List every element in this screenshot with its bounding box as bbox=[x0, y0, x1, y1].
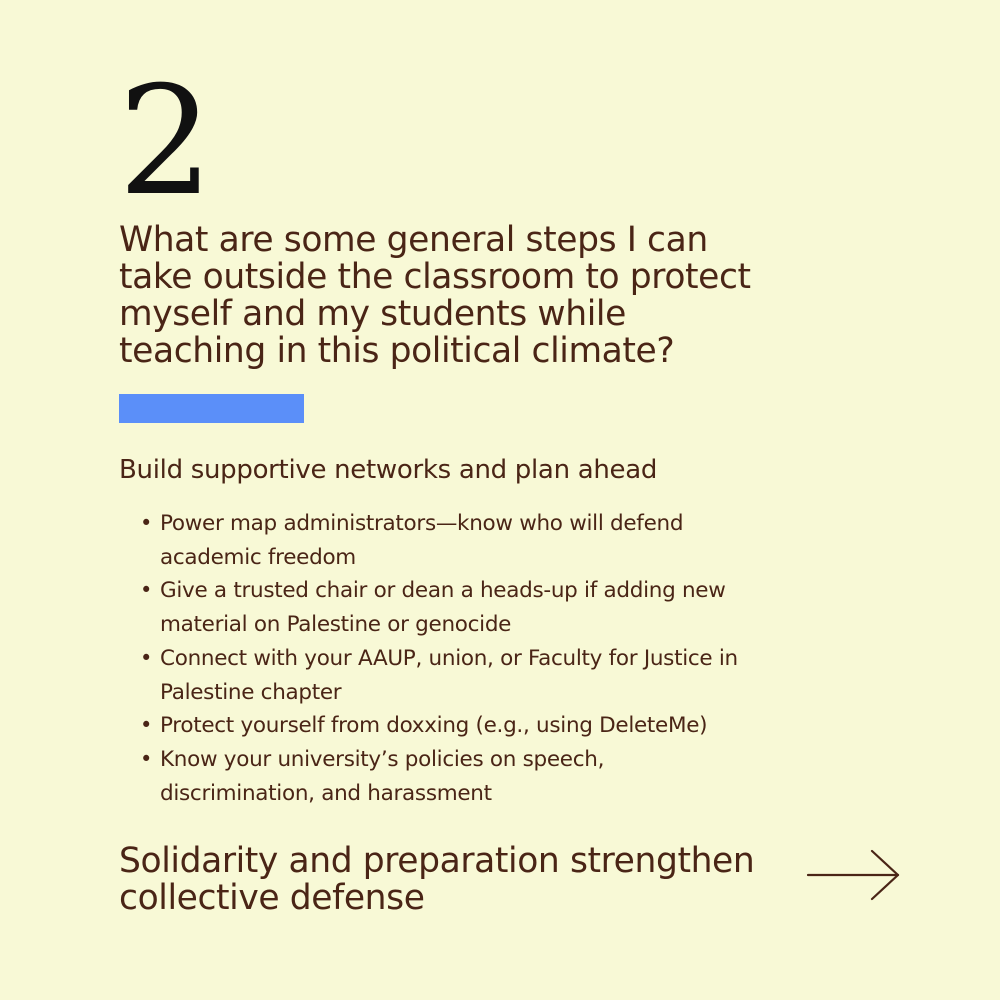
bullet-dot-icon: • bbox=[140, 713, 153, 738]
bullet-dot-icon: • bbox=[140, 645, 153, 670]
bullet-list bbox=[140, 507, 760, 810]
section-heading: Build supportive networks and plan ahead bbox=[119, 455, 658, 485]
bullet-dot-icon: • bbox=[140, 578, 153, 603]
list-item bbox=[140, 574, 760, 641]
next-slide-button[interactable] bbox=[806, 849, 902, 901]
list-item-text: Give a trusted chair or dean a heads-up if adding new material on Palestine or genocide bbox=[160, 578, 726, 638]
list-item-text: Protect yourself from doxxing (e.g., using DeleteMe) bbox=[160, 713, 708, 739]
list-item-text: Connect with your AAUP, union, or Faculty for Justice in Palestine chapter bbox=[160, 645, 738, 705]
bullet-dot-icon: • bbox=[140, 511, 153, 535]
right-arrow-icon bbox=[806, 849, 902, 901]
list-item bbox=[140, 743, 760, 810]
question-heading: What are some general steps I can take outside the classroom to protect myself and my students while teaching in this political climate? bbox=[119, 220, 751, 371]
accent-bar bbox=[119, 394, 304, 423]
list-item-text: Power map administrators—know who will defend academic freedom bbox=[160, 511, 684, 570]
list-item bbox=[140, 507, 760, 574]
bullet-dot-icon: • bbox=[140, 746, 153, 771]
list-item-text: Know your university’s policies on speech, discrimination, and harassment bbox=[160, 746, 605, 806]
slide-number: 2 bbox=[118, 55, 214, 229]
conclusion-text: Solidarity and preparation strengthen collective defense bbox=[119, 841, 755, 918]
list-item bbox=[140, 642, 760, 709]
list-item bbox=[140, 709, 760, 743]
